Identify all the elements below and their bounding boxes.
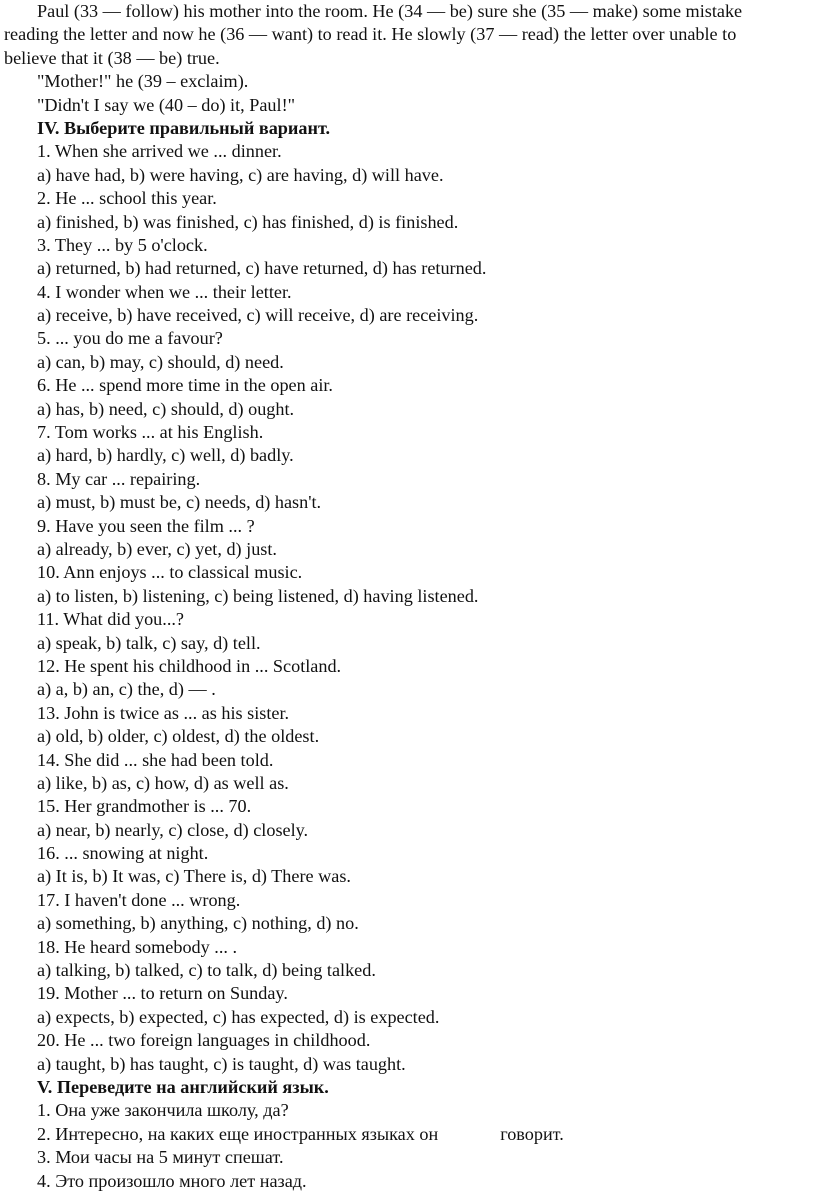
answer-options: a) taught, b) has taught, c) is taught, d) was taught.	[37, 1053, 406, 1074]
translation-sentence-2-start: 2. Интересно, на каких еще иностранных языках он	[37, 1123, 439, 1144]
answer-options: a) old, b) older, c) oldest, d) the oldest.	[37, 726, 320, 747]
answer-options: a) have had, b) were having, c) are having, d) will have.	[37, 164, 444, 185]
answer-options: a) hard, b) hardly, c) well, d) badly.	[37, 445, 294, 466]
answer-options: a) something, b) anything, c) nothing, d) no.	[37, 913, 359, 934]
answer-options: a) can, b) may, c) should, d) need.	[37, 351, 284, 372]
intro-line-1: Paul (33 — follow) his mother into the room. He (34 — be) sure she (35 — make) some mistake	[37, 1, 743, 21]
question: 18. He heard somebody ... .	[37, 936, 238, 957]
answer-options: a) like, b) as, c) how, d) as well as.	[37, 772, 289, 793]
translation-sentence-3: 3. Мои часы на 5 минут спешат.	[37, 1147, 284, 1168]
question: 6. He ... spend more time in the open air.	[37, 375, 333, 396]
answer-options: a) finished, b) was finished, c) has finished, d) is finished.	[37, 211, 459, 232]
answer-options: a) already, b) ever, c) yet, d) just.	[37, 538, 277, 559]
answer-options: a) speak, b) talk, c) say, d) tell.	[37, 632, 261, 653]
translation-sentence-4: 4. Это произошло много лет назад.	[37, 1170, 307, 1191]
answer-options: a) to listen, b) listening, c) being listened, d) having listened.	[37, 585, 479, 606]
question: 14. She did ... she had been told.	[37, 749, 274, 770]
question: 8. My car ... repairing.	[37, 468, 201, 489]
question: 10. Ann enjoys ... to classical music.	[37, 562, 303, 583]
intro-quote-2: "Didn't I say we (40 – do) it, Paul!"	[37, 94, 296, 115]
answer-options: a) near, b) nearly, c) close, d) closely.	[37, 819, 309, 840]
section-4-list	[4, 140, 812, 1076]
answer-options: a) It is, b) It was, c) There is, d) There was.	[37, 866, 351, 887]
answer-options: a) has, b) need, c) should, d) ought.	[37, 398, 295, 419]
translation-sentence-2-end: говорит.	[500, 1123, 564, 1144]
answer-options: a) talking, b) talked, c) to talk, d) being talked.	[37, 960, 376, 981]
question: 7. Tom works ... at his English.	[37, 422, 264, 443]
answer-options: a) expects, b) expected, c) has expected, d) is expected.	[37, 1006, 440, 1027]
answer-options: a) returned, b) had returned, c) have returned, d) has returned.	[37, 258, 487, 279]
question: 4. I wonder when we ... their letter.	[37, 281, 292, 302]
question: 17. I haven't done ... wrong.	[37, 889, 241, 910]
question: 16. ... snowing at night.	[37, 843, 209, 864]
translation-sentence-1: 1. Она уже закончила школу, да?	[37, 1100, 289, 1121]
question: 9. Have you seen the film ... ?	[37, 515, 255, 536]
intro-line-3: believe that it (38 — be) true.	[4, 47, 220, 68]
answer-options: a) receive, b) have received, c) will receive, d) are receiving.	[37, 305, 479, 326]
question: 5. ... you do me a favour?	[37, 328, 223, 349]
intro-line-2: reading the letter and now he (36 — want) to read it. He slowly (37 — read) the letter over unable to	[4, 24, 737, 45]
answer-options: a) must, b) must be, c) needs, d) hasn't.	[37, 492, 322, 513]
question: 19. Mother ... to return on Sunday.	[37, 983, 288, 1004]
section-4-heading: IV. Выберите правильный вариант.	[37, 117, 331, 138]
question: 12. He spent his childhood in ... Scotland.	[37, 655, 342, 676]
intro-quote-1: "Mother!" he (39 – exclaim).	[37, 71, 249, 92]
question: 13. John is twice as ... as his sister.	[37, 702, 290, 723]
question: 1. When she arrived we ... dinner.	[37, 141, 282, 162]
question: 2. He ... school this year.	[37, 188, 217, 209]
question: 11. What did you...?	[37, 609, 184, 630]
answer-options: a) a, b) an, c) the, d) — .	[37, 679, 216, 700]
question: 15. Her grandmother is ... 70.	[37, 796, 252, 817]
section-5-heading: V. Переведите на английский язык.	[37, 1076, 329, 1097]
question: 20. He ... two foreign languages in childhood.	[37, 1030, 371, 1051]
question: 3. They ... by 5 o'clock.	[37, 234, 208, 255]
translation-sentence-2	[4, 1123, 812, 1146]
